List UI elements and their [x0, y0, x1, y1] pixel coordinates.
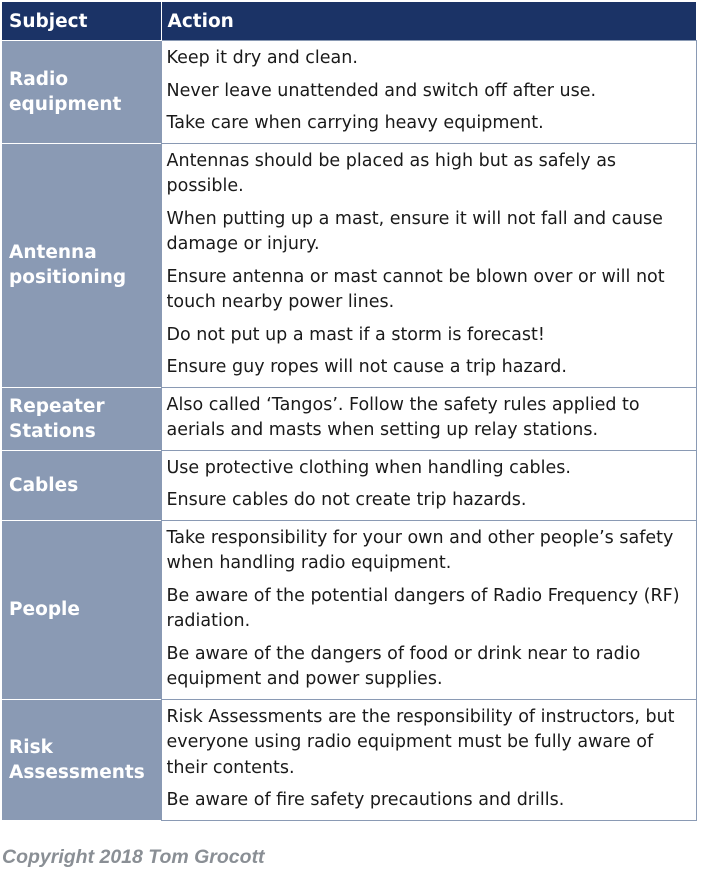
subject-cell: Risk Assessments — [2, 699, 161, 820]
actions-cell — [161, 387, 696, 450]
subject-cell: Cables — [2, 450, 161, 520]
actions-cell — [161, 699, 696, 820]
header-action: Action — [161, 2, 696, 41]
action-item: Be aware of fire safety precautions and drills. — [166, 790, 565, 810]
action-item: Risk Assessments are the responsibility of instructors, but everyone using radio equipment must be fully aware of their contents. — [166, 706, 675, 778]
table-row — [2, 143, 696, 387]
action-item: Do not put up a mast if a storm is forecast! — [166, 324, 545, 345]
subject-cell: Radio equipment — [2, 41, 161, 144]
table-row — [2, 450, 696, 520]
action-item: Antennas should be placed as high but as safely as possible. — [166, 150, 617, 196]
action-item: Keep it dry and clean. — [166, 48, 358, 68]
table-header — [2, 2, 696, 41]
action-item: When putting up a mast, ensure it will not fall and cause damage or injury. — [166, 208, 663, 254]
action-item: Take care when carrying heavy equipment. — [166, 113, 544, 133]
table-row — [2, 387, 696, 450]
action-item: Use protective clothing when handling cables. — [166, 457, 571, 478]
actions-cell — [161, 450, 696, 520]
copyright-notice: Copyright 2018 Tom Grocott — [2, 846, 265, 868]
subject-cell: People — [2, 520, 161, 699]
header-subject: Subject — [2, 2, 161, 41]
table-row — [2, 699, 696, 820]
table-row — [2, 41, 696, 144]
action-item: Never leave unattended and switch off after use. — [166, 80, 597, 101]
actions-cell — [161, 41, 696, 144]
table-row — [2, 520, 696, 699]
action-item: Take responsibility for your own and other people’s safety when handling radio equipment. — [166, 527, 674, 573]
actions-cell — [161, 520, 696, 699]
subject-cell: Repeater Stations — [2, 387, 161, 450]
action-item: Also called ‘Tangos’. Follow the safety rules applied to aerials and masts when setting up relay stations. — [166, 394, 640, 440]
action-item: Ensure cables do not create trip hazards. — [166, 490, 527, 510]
action-item: Ensure antenna or mast cannot be blown over or will not touch nearby power lines. — [166, 266, 665, 312]
subject-cell: Antenna positioning — [2, 143, 161, 387]
action-item: Be aware of the potential dangers of Radio Frequency (RF) radiation. — [166, 585, 680, 631]
safety-table — [2, 2, 697, 821]
actions-cell — [161, 143, 696, 387]
header-row — [2, 2, 696, 41]
table-body — [2, 41, 696, 821]
action-item: Ensure guy ropes will not cause a trip hazard. — [166, 357, 567, 377]
action-item: Be aware of the dangers of food or drink near to radio equipment and power supplies. — [166, 643, 641, 689]
